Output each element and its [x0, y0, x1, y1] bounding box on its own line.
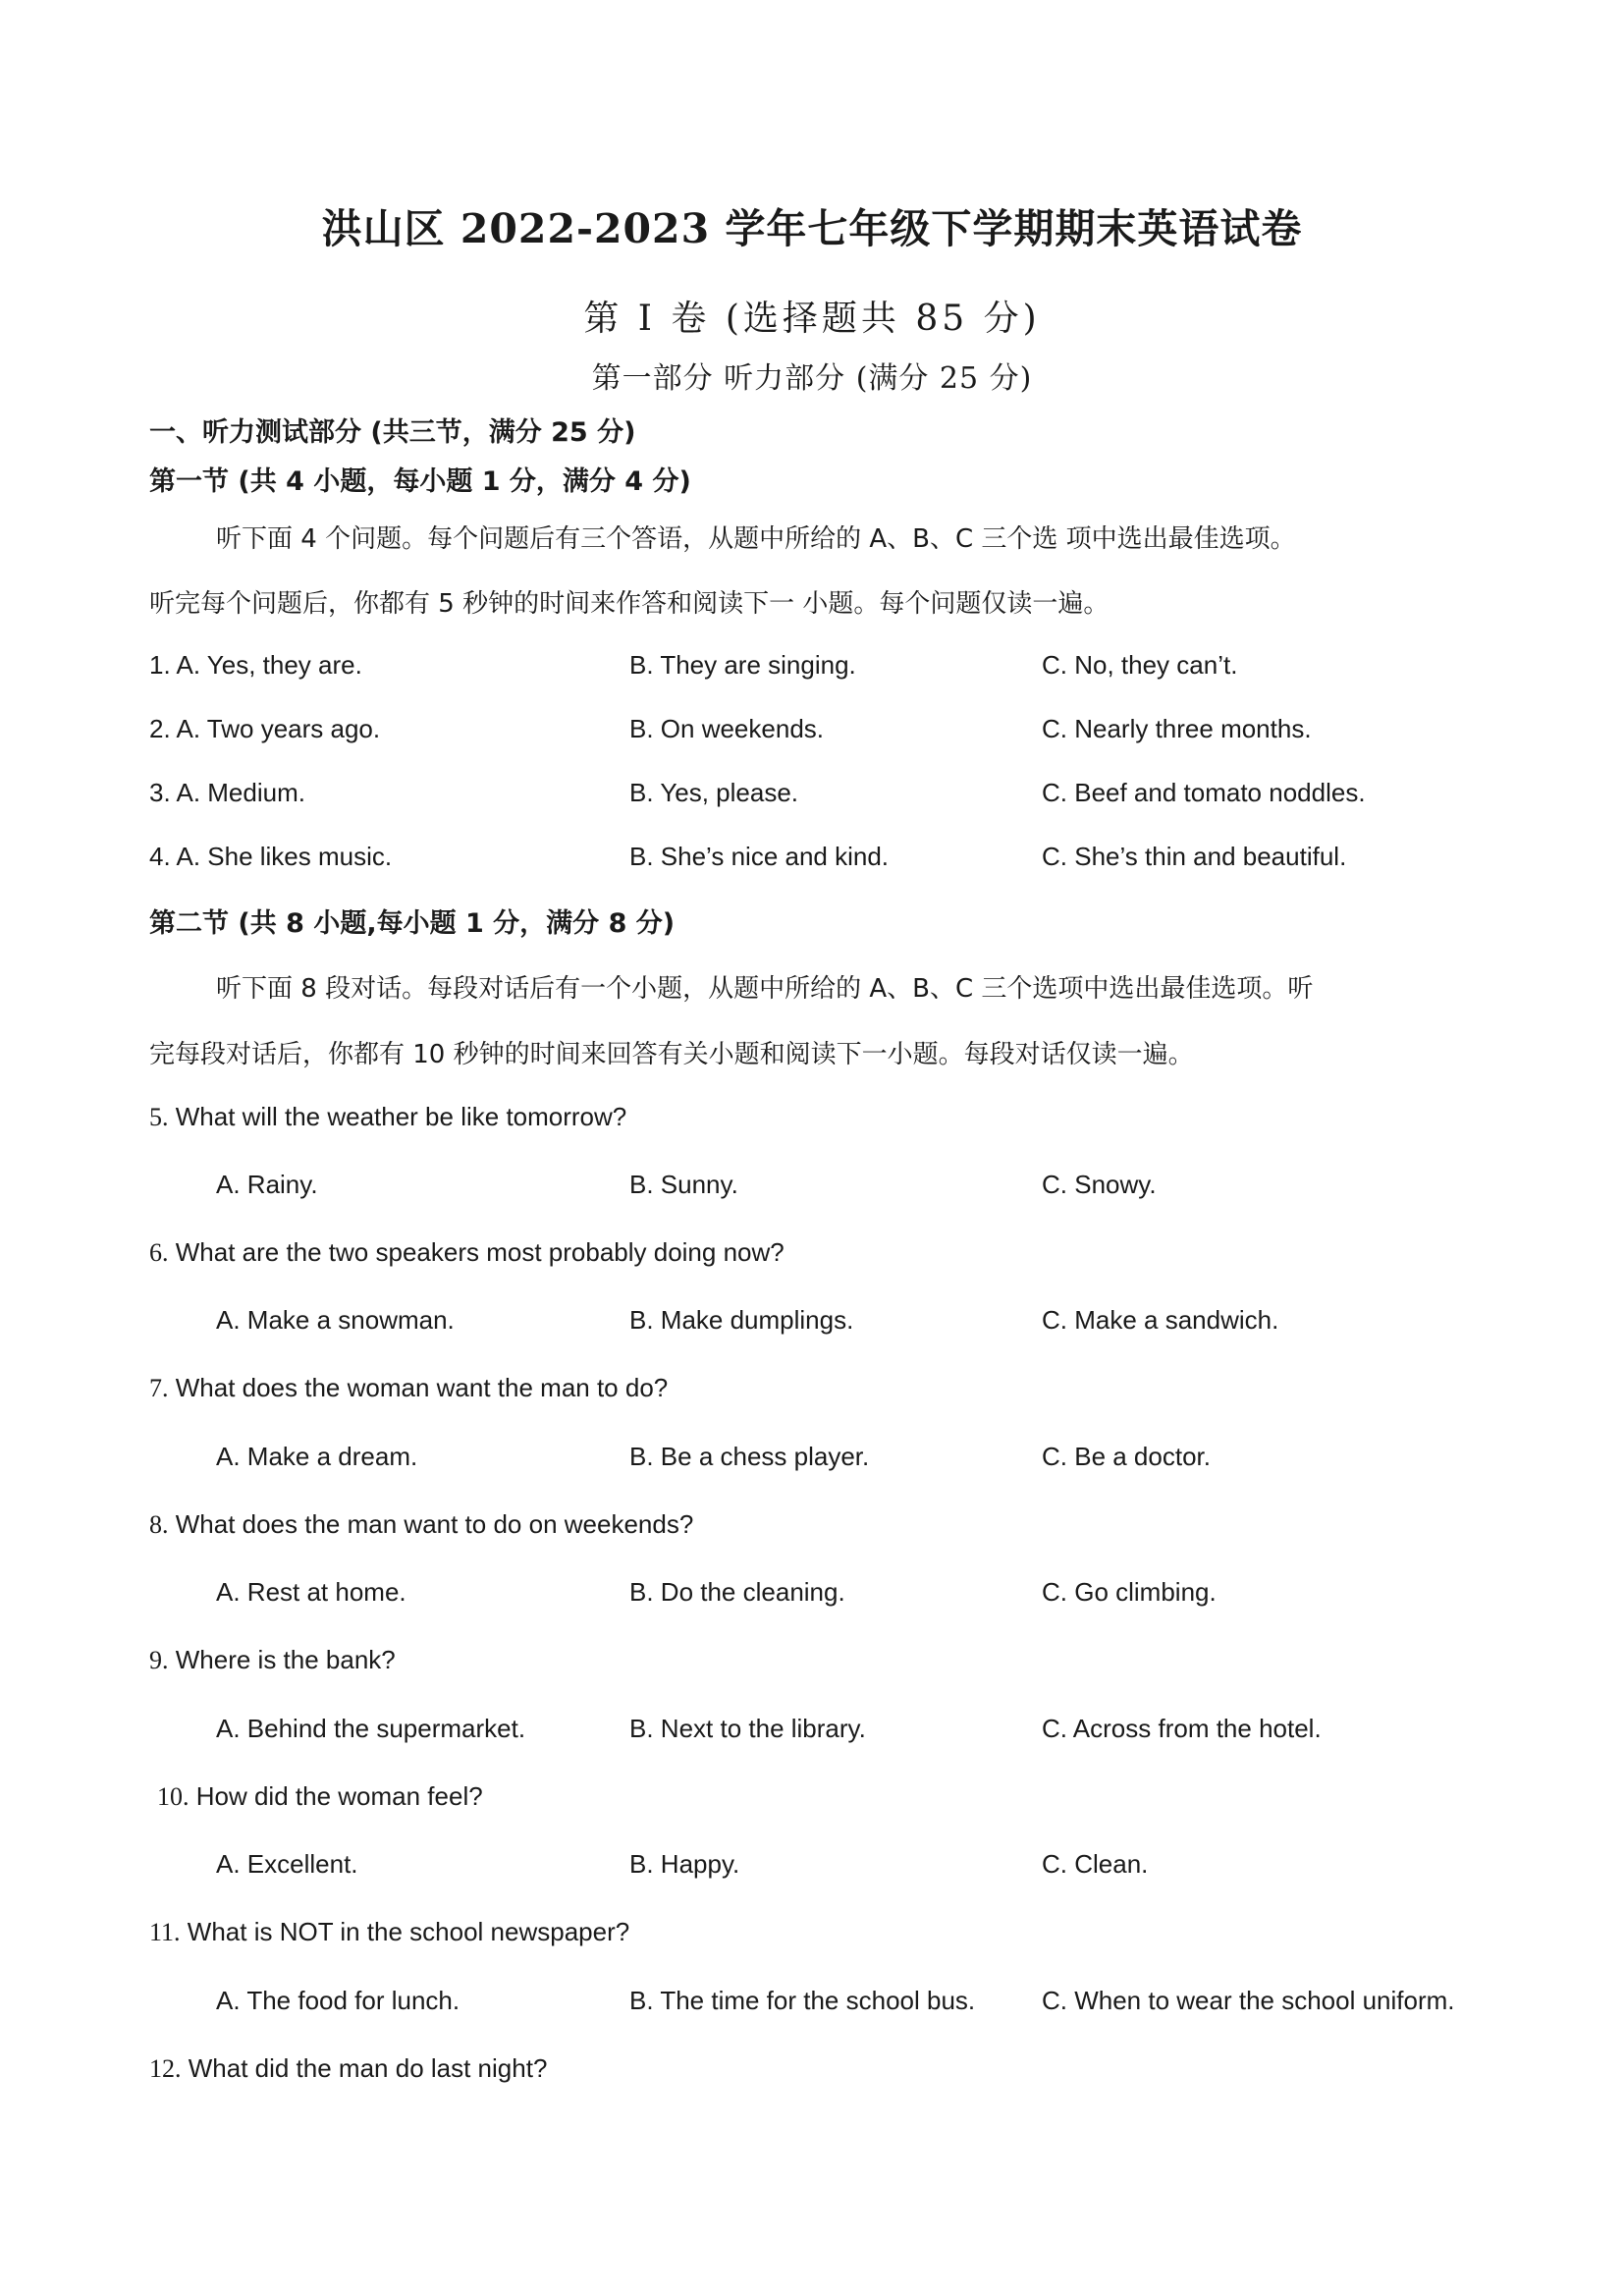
- question-number: 12.: [149, 2054, 182, 2083]
- option-c: C. Beef and tomato noddles.: [1042, 778, 1366, 807]
- option-c: C. Snowy.: [1042, 1170, 1157, 1199]
- option-b: B. Do the cleaning.: [629, 1577, 845, 1607]
- section-heading: 一、听力测试部分 (共三节，满分 25 分): [149, 417, 636, 448]
- question-number: 7.: [149, 1374, 169, 1402]
- question-stem: [149, 2053, 547, 2084]
- option-b: B. Yes, please.: [629, 778, 799, 807]
- option-a: 4. A. She likes music.: [149, 842, 393, 871]
- option-c: C. Across from the hotel.: [1042, 1714, 1322, 1743]
- question-stem: [149, 1237, 785, 1268]
- subsection-2-heading: 第二节 (共 8 小题,每小题 1 分，满分 8 分): [149, 908, 676, 939]
- option-a: A. Make a dream.: [216, 1442, 418, 1471]
- subsection-2-instruction-cont: 完每段对话后，你都有 10 秒钟的时间来回答有关小题和阅读下一小题。每段对话仅读一遍。: [149, 1040, 1194, 1069]
- option-c: C. Nearly three months.: [1042, 714, 1312, 743]
- option-b: B. They are singing.: [629, 650, 856, 680]
- question-stem: [157, 1781, 483, 1812]
- part-title: 第一部分 听力部分 (满分 25 分): [591, 361, 1033, 396]
- option-c: C. Make a sandwich.: [1042, 1305, 1279, 1335]
- option-b: B. On weekends.: [629, 714, 824, 743]
- question-stem: [149, 1102, 626, 1132]
- option-a: A. Excellent.: [216, 1849, 358, 1879]
- question-number: 5.: [149, 1103, 169, 1131]
- question-stem: [149, 1373, 668, 1403]
- question-text: What is NOT in the school newspaper?: [187, 1917, 630, 1946]
- option-b: B. She’s nice and kind.: [629, 842, 890, 871]
- question-stem: [149, 1645, 396, 1675]
- question-number: 6.: [149, 1238, 169, 1267]
- volume-title: 第 Ⅰ 卷 (选择题共 85 分): [583, 299, 1041, 339]
- subsection-1-instruction-cont: 听完每个问题后，你都有 5 秒钟的时间来作答和阅读下一 小题。每个问题仅读一遍。: [149, 589, 1110, 619]
- option-b: B. Be a chess player.: [629, 1442, 870, 1471]
- option-b: B. Sunny.: [629, 1170, 738, 1199]
- option-c: C. Go climbing.: [1042, 1577, 1217, 1607]
- question-number: 11.: [149, 1918, 181, 1946]
- question-stem: [149, 1509, 693, 1540]
- option-a: A. Behind the supermarket.: [216, 1714, 526, 1743]
- subsection-2-instruction: 听下面 8 段对话。每段对话后有一个小题，从题中所给的 A、B、C 三个选项中选出最佳选项。听: [216, 974, 1314, 1004]
- option-c: C. Clean.: [1042, 1849, 1149, 1879]
- option-c: C. She’s thin and beautiful.: [1042, 842, 1347, 871]
- option-a: 2. A. Two years ago.: [149, 714, 381, 743]
- option-b: B. Make dumplings.: [629, 1305, 854, 1335]
- option-c: C. No, they can’t.: [1042, 650, 1238, 680]
- subsection-1-heading: 第一节 (共 4 小题，每小题 1 分，满分 4 分): [149, 466, 691, 497]
- question-text: What does the woman want the man to do?: [175, 1373, 669, 1402]
- option-c: C. When to wear the school uniform.: [1042, 1986, 1455, 2015]
- question-text: What does the man want to do on weekends?: [175, 1509, 694, 1539]
- question-text: What are the two speakers most probably doing now?: [175, 1237, 785, 1267]
- question-text: What will the weather be like tomorrow?: [175, 1102, 627, 1131]
- option-a: A. Rest at home.: [216, 1577, 406, 1607]
- question-number: 10.: [157, 1782, 189, 1811]
- option-a: A. Make a snowman.: [216, 1305, 455, 1335]
- option-b: B. Next to the library.: [629, 1714, 866, 1743]
- option-b: B. Happy.: [629, 1849, 740, 1879]
- option-c: C. Be a doctor.: [1042, 1442, 1211, 1471]
- question-text: How did the woman feel?: [195, 1781, 483, 1811]
- option-a: 1. A. Yes, they are.: [149, 650, 362, 680]
- option-a: 3. A. Medium.: [149, 778, 305, 807]
- question-number: 8.: [149, 1510, 169, 1539]
- option-b: B. The time for the school bus.: [629, 1986, 976, 2015]
- subsection-1-instruction: 听下面 4 个问题。每个问题后有三个答语，从题中所给的 A、B、C 三个选 项中选出最佳选项。: [216, 524, 1296, 554]
- exam-title: 洪山区 2022-2023 学年七年级下学期期末英语试卷: [321, 205, 1303, 252]
- question-text: What did the man do last night?: [188, 2053, 548, 2083]
- question-number: 9.: [149, 1646, 169, 1674]
- option-a: A. Rainy.: [216, 1170, 318, 1199]
- option-a: A. The food for lunch.: [216, 1986, 460, 2015]
- question-text: Where is the bank?: [175, 1645, 396, 1674]
- question-stem: [149, 1917, 629, 1947]
